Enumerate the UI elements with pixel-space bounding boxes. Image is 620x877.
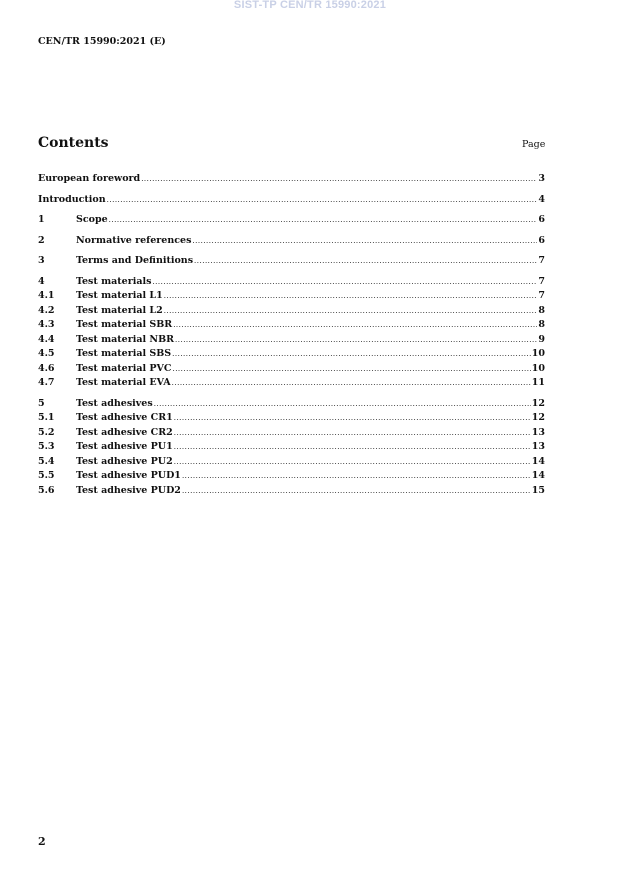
dot-leader bbox=[174, 412, 531, 426]
toc-entry-page: 11 bbox=[531, 377, 545, 388]
dot-leader bbox=[173, 319, 537, 333]
toc-entry-number: 4.1 bbox=[38, 290, 55, 301]
toc-entry-number: 5.2 bbox=[38, 426, 55, 438]
toc-entry[interactable] bbox=[38, 455, 545, 470]
toc-entry-number: 4 bbox=[38, 275, 45, 287]
toc-entry-title: Test material EVA bbox=[76, 377, 171, 388]
dot-leader bbox=[172, 363, 530, 377]
toc-entry-page: 4 bbox=[538, 193, 545, 205]
toc-entry[interactable] bbox=[38, 304, 545, 319]
toc-entry-page: 8 bbox=[538, 319, 545, 330]
toc-entry[interactable] bbox=[38, 333, 545, 348]
toc-entry-title: Test material NBR bbox=[76, 333, 175, 345]
toc-entry-title: Test material L1 bbox=[76, 290, 163, 301]
toc-entry-title: Test adhesive PU1 bbox=[76, 441, 173, 452]
toc-entry-number: 4.3 bbox=[38, 319, 55, 330]
dot-leader bbox=[141, 173, 537, 187]
toc-entry-page: 10 bbox=[531, 362, 545, 374]
toc-entry-title: European foreword bbox=[38, 173, 141, 184]
toc-entry-title: Test adhesives bbox=[76, 397, 153, 409]
toc-entry-title: Test adhesive PUD1 bbox=[76, 470, 181, 481]
toc-entry[interactable] bbox=[38, 347, 545, 362]
dot-leader bbox=[182, 470, 531, 484]
toc-entry-title: Terms and Definitions bbox=[76, 255, 194, 266]
page-number: 2 bbox=[38, 835, 46, 848]
toc-entry-page: 12 bbox=[531, 412, 545, 423]
toc-entry-page: 3 bbox=[538, 173, 545, 184]
toc-entry-number: 4.4 bbox=[38, 333, 55, 345]
dot-leader bbox=[182, 485, 531, 499]
toc-entry-page: 12 bbox=[531, 397, 545, 409]
toc-entry[interactable] bbox=[38, 289, 545, 304]
toc-entry-number: 4.2 bbox=[38, 304, 55, 316]
toc-entry-title: Test adhesive CR1 bbox=[76, 412, 173, 423]
toc-entry-page: 6 bbox=[538, 234, 545, 246]
toc-entry-page: 15 bbox=[531, 484, 545, 496]
toc-entry-number: 5.3 bbox=[38, 441, 55, 452]
toc-entry-page: 10 bbox=[531, 348, 545, 359]
toc-entry[interactable] bbox=[38, 362, 545, 377]
dot-leader bbox=[175, 334, 537, 348]
toc-entry[interactable] bbox=[38, 397, 545, 412]
dot-leader bbox=[192, 235, 537, 249]
toc-entry[interactable] bbox=[38, 254, 545, 269]
toc-entry-number: 5.6 bbox=[38, 484, 55, 496]
toc-entry-number: 1 bbox=[38, 214, 45, 225]
toc-entry[interactable] bbox=[38, 213, 545, 228]
dot-leader bbox=[107, 194, 538, 208]
toc-entry-number: 4.6 bbox=[38, 362, 55, 374]
toc-entry[interactable] bbox=[38, 426, 545, 441]
dot-leader bbox=[164, 305, 538, 319]
toc-entry-title: Normative references bbox=[76, 234, 192, 246]
toc-entry[interactable] bbox=[38, 193, 545, 208]
toc-entry-title: Test material L2 bbox=[76, 304, 163, 316]
toc-entry[interactable] bbox=[38, 234, 545, 249]
dot-leader bbox=[164, 290, 538, 304]
toc-entry[interactable] bbox=[38, 275, 545, 290]
toc-entry-title: Test materials bbox=[76, 275, 152, 287]
toc-entry-title: Test material SBS bbox=[76, 348, 172, 359]
toc-entry-title: Test material PVC bbox=[76, 362, 172, 374]
toc-entry-page: 7 bbox=[538, 255, 545, 266]
page-column-label: Page bbox=[522, 139, 546, 150]
toc-entry-number: 2 bbox=[38, 234, 45, 246]
toc-entry-page: 7 bbox=[538, 275, 545, 287]
toc-entry[interactable] bbox=[38, 484, 545, 499]
table-of-contents bbox=[38, 172, 545, 498]
toc-entry-title: Introduction bbox=[38, 193, 106, 205]
toc-entry[interactable] bbox=[38, 376, 545, 391]
toc-entry-page: 14 bbox=[531, 455, 545, 467]
dot-leader bbox=[109, 214, 538, 228]
toc-entry[interactable] bbox=[38, 172, 545, 187]
toc-entry-number: 4.5 bbox=[38, 348, 55, 359]
dot-leader bbox=[172, 348, 531, 362]
dot-leader bbox=[174, 441, 531, 455]
toc-entry[interactable] bbox=[38, 318, 545, 333]
toc-entry-number: 5 bbox=[38, 397, 45, 409]
watermark: SIST-TP CEN/TR 15990:2021 bbox=[233, 0, 387, 11]
toc-entry-page: 6 bbox=[538, 214, 545, 225]
dot-leader bbox=[174, 456, 531, 470]
dot-leader bbox=[194, 255, 537, 269]
toc-entry-number: 3 bbox=[38, 255, 45, 266]
toc-entry[interactable] bbox=[38, 411, 545, 426]
toc-entry-page: 14 bbox=[531, 470, 545, 481]
dot-leader bbox=[154, 398, 531, 412]
toc-entry-page: 9 bbox=[538, 333, 545, 345]
toc-entry-number: 4.7 bbox=[38, 377, 55, 388]
toc-entry-number: 5.4 bbox=[38, 455, 55, 467]
contents-heading: Contents bbox=[38, 135, 109, 151]
toc-entry-page: 7 bbox=[538, 290, 545, 301]
toc-entry-number: 5.1 bbox=[38, 412, 55, 423]
toc-entry-title: Test adhesive PUD2 bbox=[76, 484, 181, 496]
dot-leader bbox=[174, 427, 531, 441]
dot-leader bbox=[152, 276, 537, 290]
toc-entry-page: 8 bbox=[538, 304, 545, 316]
document-id: CEN/TR 15990:2021 (E) bbox=[38, 36, 166, 47]
toc-entry[interactable] bbox=[38, 469, 545, 484]
toc-entry-page: 13 bbox=[531, 441, 545, 452]
toc-entry-page: 13 bbox=[531, 426, 545, 438]
toc-entry-title: Test adhesive CR2 bbox=[76, 426, 173, 438]
toc-entry-title: Test adhesive PU2 bbox=[76, 455, 173, 467]
toc-entry-title: Test material SBR bbox=[76, 319, 173, 330]
toc-entry[interactable] bbox=[38, 440, 545, 455]
toc-entry-title: Scope bbox=[76, 214, 108, 225]
dot-leader bbox=[172, 377, 531, 391]
toc-entry-number: 5.5 bbox=[38, 470, 55, 481]
